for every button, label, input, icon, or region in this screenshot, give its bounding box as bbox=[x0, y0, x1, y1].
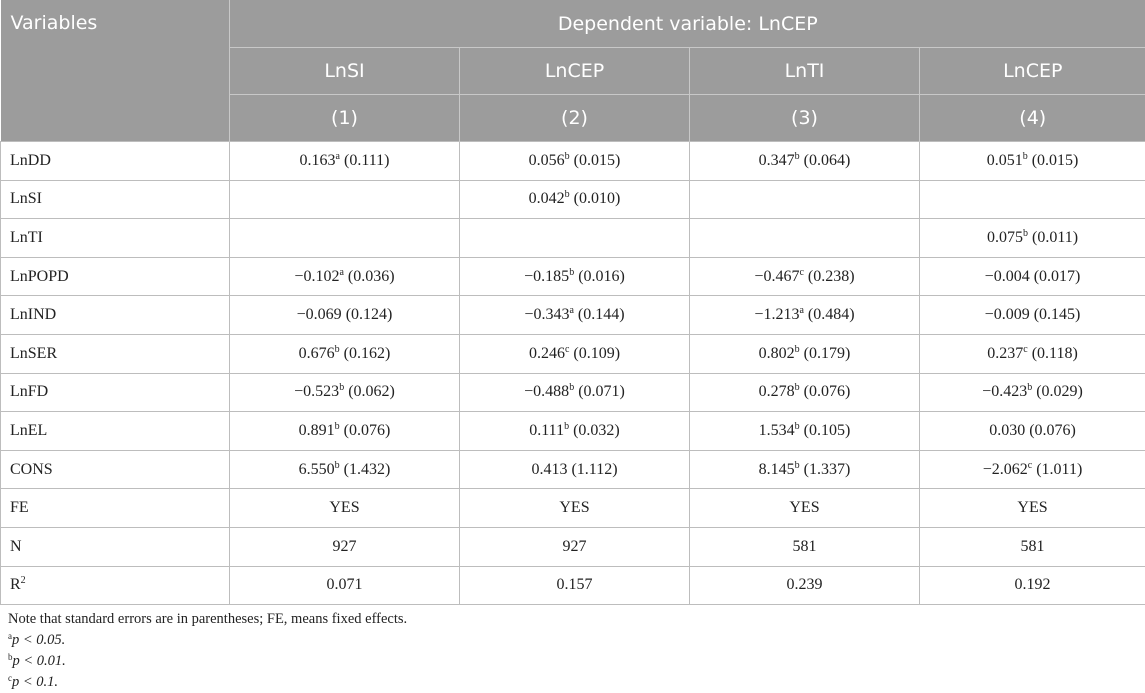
table-cell bbox=[690, 334, 920, 373]
table-cell bbox=[690, 219, 920, 258]
table-cell bbox=[920, 489, 1145, 528]
table-cell bbox=[460, 142, 690, 181]
coefficient-value: −0.009 bbox=[985, 306, 1030, 323]
row-label-text: LnSI bbox=[10, 190, 42, 207]
coefficient-value: 581 bbox=[793, 538, 817, 555]
coefficient-value: 0.042 bbox=[529, 190, 565, 207]
standard-error: (1.112) bbox=[571, 461, 617, 478]
coefficient-value: −0.343 bbox=[524, 306, 569, 323]
coefficient-value: YES bbox=[329, 499, 359, 516]
row-label bbox=[1, 450, 230, 489]
table-cell bbox=[460, 334, 690, 373]
column-name-header: LnCEP bbox=[920, 48, 1145, 95]
table-cell bbox=[920, 334, 1145, 373]
significance-mark: b bbox=[1023, 228, 1028, 239]
table-cell bbox=[690, 412, 920, 451]
significance-mark: a bbox=[569, 305, 573, 316]
table-cell bbox=[690, 489, 920, 528]
significance-mark: b bbox=[565, 151, 570, 162]
coefficient-value: 0.278 bbox=[759, 383, 795, 400]
table-row bbox=[1, 334, 1145, 373]
significance-mark: b bbox=[1027, 382, 1032, 393]
coefficient-value: YES bbox=[1017, 499, 1047, 516]
significance-mark: b bbox=[565, 189, 570, 200]
table-cell bbox=[460, 219, 690, 258]
table-cell bbox=[230, 489, 460, 528]
table-cell bbox=[230, 296, 460, 335]
table-cell bbox=[690, 180, 920, 219]
table-cell bbox=[920, 566, 1145, 605]
coefficient-value: 0.239 bbox=[787, 576, 823, 593]
table-cell bbox=[230, 450, 460, 489]
coefficient-value: 0.075 bbox=[987, 229, 1023, 246]
row-label bbox=[1, 334, 230, 373]
row-label-text: CONS bbox=[10, 461, 53, 478]
coefficient-value: −0.423 bbox=[982, 383, 1027, 400]
row-label-text: LnTI bbox=[10, 229, 43, 246]
table-cell bbox=[230, 334, 460, 373]
standard-error: (0.076) bbox=[344, 422, 391, 439]
column-name-header: LnTI bbox=[690, 48, 920, 95]
column-number-header: (1) bbox=[230, 95, 460, 142]
column-name-header: LnCEP bbox=[460, 48, 690, 95]
table-cell bbox=[460, 257, 690, 296]
table-cell bbox=[920, 527, 1145, 566]
table-cell bbox=[690, 566, 920, 605]
footnote-mark: c bbox=[8, 673, 12, 683]
significance-mark: a bbox=[336, 151, 340, 162]
significance-mark: b bbox=[795, 460, 800, 471]
significance-mark: b bbox=[335, 460, 340, 471]
column-number-header: (3) bbox=[690, 95, 920, 142]
table-cell bbox=[920, 373, 1145, 412]
coefficient-value: 0.413 bbox=[531, 461, 567, 478]
footnote-text: p < 0.01. bbox=[13, 653, 66, 669]
coefficient-value: 581 bbox=[1021, 538, 1045, 555]
row-label-text: FE bbox=[10, 499, 29, 516]
coefficient-value: YES bbox=[789, 499, 819, 516]
footnote-mark: b bbox=[8, 652, 13, 662]
variables-header: Variables bbox=[1, 0, 230, 142]
note-text: Note that standard errors are in parentheses; FE, means fixed effects. bbox=[8, 609, 1145, 630]
table-cell bbox=[460, 296, 690, 335]
footnote-text: p < 0.1. bbox=[12, 674, 58, 690]
table-cell bbox=[230, 412, 460, 451]
row-label-text: LnIND bbox=[10, 306, 56, 323]
table-cell bbox=[920, 412, 1145, 451]
table-row bbox=[1, 219, 1145, 258]
column-name-header: LnSI bbox=[230, 48, 460, 95]
row-label bbox=[1, 257, 230, 296]
row-label bbox=[1, 296, 230, 335]
dependent-variable-header: Dependent variable: LnCEP bbox=[230, 0, 1145, 48]
row-label-text: LnDD bbox=[10, 152, 51, 169]
standard-error: (0.017) bbox=[1034, 268, 1081, 285]
standard-error: (1.011) bbox=[1036, 461, 1082, 478]
footnote bbox=[8, 672, 1145, 693]
standard-error: (0.145) bbox=[1034, 306, 1081, 323]
coefficient-value: 927 bbox=[563, 538, 587, 555]
table-cell bbox=[460, 566, 690, 605]
row-label-superscript: 2 bbox=[21, 575, 26, 586]
row-label bbox=[1, 373, 230, 412]
table-cell bbox=[920, 219, 1145, 258]
coefficient-value: 0.051 bbox=[987, 152, 1023, 169]
row-label bbox=[1, 180, 230, 219]
row-label bbox=[1, 412, 230, 451]
coefficient-value: −0.467 bbox=[754, 268, 799, 285]
footnote-text: p < 0.05. bbox=[12, 632, 65, 648]
row-label bbox=[1, 527, 230, 566]
coefficient-value: 0.246 bbox=[529, 345, 565, 362]
standard-error: (0.105) bbox=[804, 422, 851, 439]
coefficient-value: 0.071 bbox=[327, 576, 363, 593]
standard-error: (0.029) bbox=[1036, 383, 1083, 400]
significance-mark: b bbox=[335, 344, 340, 355]
standard-error: (0.076) bbox=[804, 383, 851, 400]
table-body bbox=[1, 142, 1145, 605]
row-label-text: R bbox=[10, 576, 21, 593]
footnote bbox=[8, 630, 1145, 651]
table-cell bbox=[460, 450, 690, 489]
table-cell bbox=[230, 142, 460, 181]
row-label-text: LnPOPD bbox=[10, 268, 69, 285]
standard-error: (0.144) bbox=[578, 306, 625, 323]
table-cell bbox=[690, 296, 920, 335]
significance-mark: b bbox=[564, 421, 569, 432]
table-cell bbox=[230, 373, 460, 412]
standard-error: (0.071) bbox=[578, 383, 625, 400]
significance-mark: b bbox=[795, 344, 800, 355]
coefficient-value: −0.488 bbox=[524, 383, 569, 400]
coefficient-value: 0.056 bbox=[529, 152, 565, 169]
table-row bbox=[1, 373, 1145, 412]
significance-mark: b bbox=[795, 421, 800, 432]
coefficient-value: 0.237 bbox=[987, 345, 1023, 362]
coefficient-value: 0.802 bbox=[759, 345, 795, 362]
table-cell bbox=[460, 373, 690, 412]
standard-error: (0.062) bbox=[348, 383, 395, 400]
significance-mark: c bbox=[1028, 460, 1032, 471]
standard-error: (1.337) bbox=[804, 461, 851, 478]
coefficient-value: 0.347 bbox=[759, 152, 795, 169]
table-cell bbox=[920, 296, 1145, 335]
table-cell bbox=[460, 489, 690, 528]
standard-error: (0.036) bbox=[348, 268, 395, 285]
significance-mark: b bbox=[1023, 151, 1028, 162]
coefficient-value: 1.534 bbox=[759, 422, 795, 439]
standard-error: (0.124) bbox=[346, 306, 393, 323]
significance-mark: b bbox=[569, 267, 574, 278]
table-cell bbox=[460, 412, 690, 451]
coefficient-value: 0.163 bbox=[300, 152, 336, 169]
standard-error: (0.109) bbox=[573, 345, 620, 362]
standard-error: (0.011) bbox=[1032, 229, 1078, 246]
table-row bbox=[1, 257, 1145, 296]
coefficient-value: 0.192 bbox=[1015, 576, 1051, 593]
table-row bbox=[1, 180, 1145, 219]
significance-mark: c bbox=[565, 344, 569, 355]
standard-error: (0.162) bbox=[344, 345, 391, 362]
row-label-text: LnEL bbox=[10, 422, 47, 439]
standard-error: (0.064) bbox=[804, 152, 851, 169]
table-cell bbox=[920, 257, 1145, 296]
coefficient-value: −0.185 bbox=[524, 268, 569, 285]
significance-mark: b bbox=[795, 382, 800, 393]
table-cell bbox=[230, 257, 460, 296]
coefficient-value: 927 bbox=[333, 538, 357, 555]
coefficient-value: 0.891 bbox=[299, 422, 335, 439]
standard-error: (0.118) bbox=[1032, 345, 1078, 362]
coefficient-value: YES bbox=[559, 499, 589, 516]
table-cell bbox=[690, 527, 920, 566]
standard-error: (0.010) bbox=[574, 190, 621, 207]
table-cell bbox=[920, 450, 1145, 489]
table-cell bbox=[460, 180, 690, 219]
table-cell bbox=[690, 373, 920, 412]
coefficient-value: 0.676 bbox=[299, 345, 335, 362]
table-cell bbox=[230, 527, 460, 566]
standard-error: (0.015) bbox=[1032, 152, 1079, 169]
standard-error: (0.015) bbox=[574, 152, 621, 169]
significance-mark: c bbox=[799, 267, 803, 278]
table-cell bbox=[230, 180, 460, 219]
coefficient-value: 0.030 bbox=[989, 422, 1025, 439]
table-cell bbox=[230, 219, 460, 258]
coefficient-value: −0.069 bbox=[297, 306, 342, 323]
standard-error: (1.432) bbox=[344, 461, 391, 478]
row-label bbox=[1, 219, 230, 258]
significance-mark: a bbox=[799, 305, 803, 316]
coefficient-value: 0.111 bbox=[529, 422, 564, 439]
row-label bbox=[1, 142, 230, 181]
table-cell bbox=[460, 527, 690, 566]
significance-mark: a bbox=[339, 267, 343, 278]
table-notes bbox=[0, 609, 1145, 693]
table-cell bbox=[920, 142, 1145, 181]
column-number-header: (4) bbox=[920, 95, 1145, 142]
table-cell bbox=[920, 180, 1145, 219]
significance-mark: b bbox=[339, 382, 344, 393]
standard-error: (0.032) bbox=[573, 422, 620, 439]
table-cell bbox=[690, 257, 920, 296]
standard-error: (0.016) bbox=[578, 268, 625, 285]
row-label-text: N bbox=[10, 538, 22, 555]
coefficient-value: 0.157 bbox=[557, 576, 593, 593]
table-row bbox=[1, 450, 1145, 489]
table-cell bbox=[690, 142, 920, 181]
table-row bbox=[1, 489, 1145, 528]
standard-error: (0.076) bbox=[1029, 422, 1076, 439]
coefficient-value: −0.102 bbox=[294, 268, 339, 285]
row-label bbox=[1, 489, 230, 528]
table-cell bbox=[690, 450, 920, 489]
row-label bbox=[1, 566, 230, 605]
standard-error: (0.111) bbox=[344, 152, 389, 169]
standard-error: (0.238) bbox=[808, 268, 855, 285]
coefficient-value: −1.213 bbox=[754, 306, 799, 323]
table-row bbox=[1, 142, 1145, 181]
column-number-header: (2) bbox=[460, 95, 690, 142]
coefficient-value: −2.062 bbox=[983, 461, 1028, 478]
row-label-text: LnFD bbox=[10, 383, 48, 400]
coefficient-value: −0.004 bbox=[985, 268, 1030, 285]
standard-error: (0.179) bbox=[804, 345, 851, 362]
table-row bbox=[1, 296, 1145, 335]
coefficient-value: 6.550 bbox=[299, 461, 335, 478]
row-label-text: LnSER bbox=[10, 345, 57, 362]
coefficient-value: −0.523 bbox=[294, 383, 339, 400]
table-row bbox=[1, 412, 1145, 451]
table-cell bbox=[230, 566, 460, 605]
footnote bbox=[8, 651, 1145, 672]
standard-error: (0.484) bbox=[808, 306, 855, 323]
table-row bbox=[1, 527, 1145, 566]
footnote-mark: a bbox=[8, 631, 12, 641]
significance-mark: b bbox=[795, 151, 800, 162]
significance-mark: c bbox=[1023, 344, 1027, 355]
significance-mark: b bbox=[335, 421, 340, 432]
table-row bbox=[1, 566, 1145, 605]
table-header bbox=[1, 0, 1145, 142]
coefficient-value: 8.145 bbox=[759, 461, 795, 478]
significance-mark: b bbox=[569, 382, 574, 393]
